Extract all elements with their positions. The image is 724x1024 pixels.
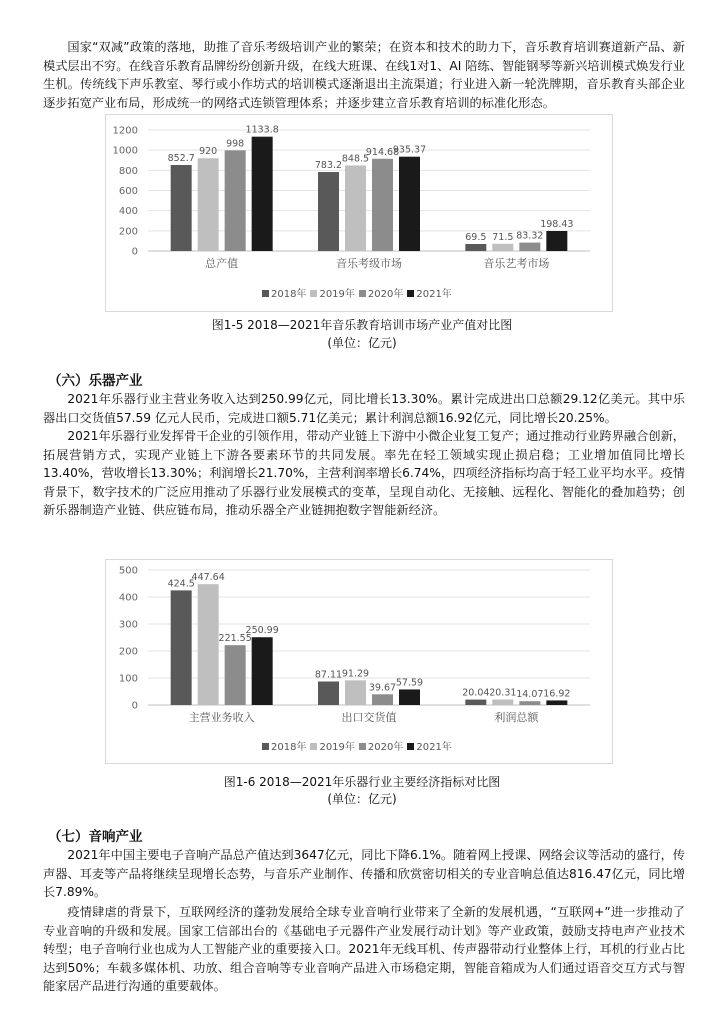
data-label: 87.11 — [314, 669, 343, 681]
legend-swatch — [310, 743, 317, 750]
bar — [198, 158, 219, 251]
bar — [399, 157, 420, 251]
bar — [399, 689, 420, 705]
paragraph-text: 国家“双减”政策的落地，助推了音乐考级培训产业的繁荣；在资本和技术的助力下，音乐教育培训赛道新产品、新模式层出不穷。在线音乐教育品牌纷纷创新升级，在线大班课、在线1对1、AI 陪练、智能钢琴等新兴培训模式焕发行业生机。传统线下声乐教室、琴行或小作坊式的培训模式逐渐退出主流渠道；行业进入新一轮洗牌期，音乐教育头部企业逐步拓宽产业布局，形成统一的网络式连锁管理体系；并逐步建立音乐教育培训的标准化形态。 — [43, 40, 685, 110]
data-label: 39.67 — [368, 682, 397, 694]
data-label: 920 — [199, 146, 218, 158]
y-tick-label: 200 — [118, 226, 138, 238]
bar — [345, 680, 366, 705]
legend-item — [262, 285, 306, 300]
y-tick-label: 300 — [118, 619, 138, 631]
legend-label: 2019年 — [319, 289, 355, 300]
paragraph-text: 2021年乐器行业发挥骨干企业的引领作用，带动产业链上下游中小微企业复工复产；通过推动行业跨界融合创新，拓展营销方式，实现产业链上下游各要素环节的共同发展。率先在轻工领域实现止损启稳；工业增加值同比增长13.40%，营收增长13.30%；利润增长21.70%，主营利润率增长6.74%，四项经济指标均高于轻工业平均水平。疫情背景下，数字技术的广泛应用推动了乐器行业发展模式的变革，呈现自动化、无接触、远程化、智能化的叠加趋势；创新乐器制造产业链、供应链布局，推动乐器全产业链拥抱数字智能新经济。 — [43, 429, 685, 517]
paragraph-audio-industry — [43, 903, 685, 996]
legend-label: 2021年 — [416, 289, 452, 300]
data-label: 14.07 — [516, 689, 544, 701]
legend-swatch — [310, 290, 317, 297]
paragraph-text: 2021年乐器行业主营业务收入达到250.99亿元，同比增长13.30%。累计完成进出口总额29.12亿美元。其中乐器出口交货值57.59 亿元人民币，完成进口额5.71亿美元；累计利润总额16.92亿元，同比增长20.25%。 — [43, 392, 685, 425]
legend-swatch — [262, 743, 269, 750]
legend-label: 2020年 — [367, 742, 404, 753]
chart-legend — [262, 738, 456, 753]
data-label: 935.37 — [392, 144, 427, 156]
legend-item — [407, 285, 451, 300]
bar — [345, 165, 366, 251]
y-tick-label: 0 — [131, 700, 138, 712]
legend-label: 2020年 — [367, 289, 404, 300]
data-label: 424.5 — [167, 578, 195, 590]
data-label: 914.68 — [365, 146, 400, 158]
paragraph-instrument-industry — [43, 427, 685, 520]
section-heading-instruments: （六）乐器产业 — [48, 373, 143, 389]
legend-item — [359, 285, 403, 300]
bar — [372, 159, 393, 251]
data-label: 69.5 — [465, 231, 487, 243]
data-label: 71.5 — [492, 231, 514, 243]
legend-item — [310, 738, 354, 753]
chart-svg — [106, 115, 612, 311]
y-tick-label: 1000 — [112, 145, 138, 157]
legend-label: 2021年 — [416, 742, 452, 753]
legend-item — [262, 738, 306, 753]
legend-swatch — [407, 290, 414, 297]
music-education-output-chart — [105, 114, 613, 312]
y-tick-label: 100 — [118, 673, 138, 685]
data-label: 83.32 — [516, 230, 544, 242]
y-tick-label: 0 — [131, 246, 138, 258]
bar — [492, 700, 513, 705]
bar — [225, 150, 246, 251]
data-label: 20.31 — [489, 687, 517, 699]
data-label: 250.99 — [245, 625, 279, 637]
bar — [252, 137, 273, 251]
paragraph-text: 2021年中国主要电子音响产品总产值达到3647亿元，同比下降6.1%。随着网上授课、网络会议等活动的盛行，传声器、耳麦等产品将继续呈现增长态势，与音乐产业制作、传播和欣赏密切相关的专业音响总值达816.47亿元，同比增长7.89%。 — [43, 848, 685, 899]
legend-swatch — [359, 743, 366, 750]
data-label: 848.5 — [341, 153, 370, 165]
data-label: 221.55 — [218, 633, 252, 645]
section-heading-audio: （七）音响产业 — [48, 829, 143, 845]
y-tick-label: 200 — [118, 646, 138, 658]
data-label: 447.64 — [191, 572, 225, 584]
x-category-label: 主营业务收入 — [188, 711, 255, 724]
paragraph-music-education — [43, 38, 685, 112]
legend-label: 2019年 — [319, 742, 355, 753]
bar — [546, 231, 567, 251]
chart-svg — [106, 560, 612, 763]
data-label: 16.92 — [543, 688, 571, 700]
y-tick-label: 1200 — [112, 125, 138, 137]
bar — [225, 645, 246, 705]
data-label: 20.04 — [462, 687, 490, 699]
y-tick-label: 400 — [118, 592, 138, 604]
paragraph-text: 疫情肆虐的背景下，互联网经济的蓬勃发展给全球专业音响行业带来了全新的发展机遇，“互联网+”进一步推动了专业音响的升级和发展。国家工信部出台的《基础电子元器件产业发展行动计划》等产业政策，鼓励支持电声产业技术转型；电子音响行业也成为人工智能产业的重要接入口。2021年无线耳机、传声器带动行业整体上行，耳机的行业占比达到50%；车载多媒体机、功放、组合音响等专业音响产品进入市场稳定期，智能音箱成为人们通过语音交互方式与智能家居产品进行沟通的重要载体。 — [43, 905, 685, 993]
y-tick-label: 800 — [118, 165, 138, 177]
bar — [318, 172, 339, 251]
x-category-label: 音乐艺考市场 — [483, 257, 550, 270]
bar — [465, 244, 486, 251]
legend-swatch — [262, 290, 269, 297]
figure-1-6-caption: 图1-6 2018—2021年乐器行业主要经济指标对比图 — [223, 775, 501, 789]
figure-1-5-caption: 图1-5 2018—2021年音乐教育培训市场产业产值对比图 — [211, 318, 513, 332]
y-tick-label: 400 — [118, 206, 138, 218]
data-label: 57.59 — [395, 677, 424, 689]
figure-1-6-unit: (单位：亿元) — [327, 792, 397, 806]
legend-swatch — [407, 743, 414, 750]
paragraph-audio-output — [43, 846, 685, 902]
figure-1-5-unit: (单位：亿元) — [327, 336, 397, 350]
bar — [519, 701, 540, 705]
bar — [252, 637, 273, 705]
data-label: 852.7 — [167, 153, 195, 165]
paragraph-instrument-revenue — [43, 390, 685, 427]
x-category-label: 出口交货值 — [341, 711, 397, 724]
legend-label: 2018年 — [271, 742, 307, 753]
data-label: 198.43 — [540, 218, 574, 230]
bar — [465, 700, 486, 705]
bar — [372, 694, 393, 705]
legend-item — [359, 738, 403, 753]
x-category-label: 利润总额 — [494, 711, 539, 724]
y-tick-label: 500 — [118, 565, 138, 577]
bar — [318, 681, 339, 705]
bar — [519, 243, 540, 251]
x-category-label: 音乐考级市场 — [336, 257, 402, 270]
data-label: 998 — [226, 138, 245, 150]
legend-item — [310, 285, 354, 300]
legend-label: 2018年 — [271, 289, 307, 300]
legend-item — [407, 738, 451, 753]
bar — [171, 165, 192, 251]
bar — [492, 244, 513, 251]
instrument-indicators-chart — [105, 559, 613, 764]
data-label: 783.2 — [314, 160, 343, 172]
bar — [171, 590, 192, 705]
data-label: 91.29 — [341, 668, 370, 680]
y-tick-label: 600 — [118, 186, 138, 197]
bar — [546, 700, 567, 705]
data-label: 1133.8 — [245, 124, 279, 136]
chart-legend — [262, 285, 456, 300]
legend-swatch — [359, 290, 366, 297]
x-category-label: 总产值 — [205, 257, 239, 270]
bar — [198, 584, 219, 705]
